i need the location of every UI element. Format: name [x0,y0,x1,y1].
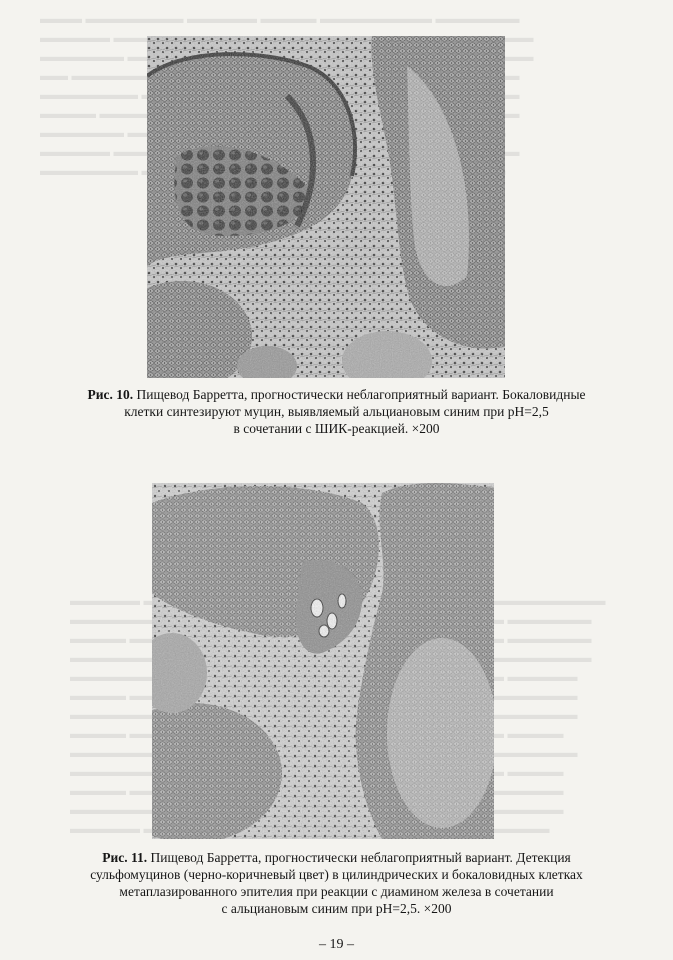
caption-line: Пищевод Барретта, прогностически неблагоприятный вариант. Бокаловидные [136,387,586,402]
caption-line: с альциановым синим при рН=2,5. ×200 [221,901,452,916]
caption-line: в сочетании с ШИК-реакцией. ×200 [233,421,440,436]
caption-line: сульфомуцинов (черно-коричневый цвет) в цилиндрических и бокаловидных клетках [90,867,583,882]
micrograph-image [152,483,494,839]
figure-10-micrograph [147,36,505,378]
figure-10-caption [30,386,643,437]
caption-line: метаплазированного эпителия при реакции с диамином железа в сочетании [119,884,554,899]
figure-11-caption [30,849,643,917]
micrograph-image [147,36,505,378]
show-through-text: ▬▬▬ ▬▬▬▬▬▬▬ ▬▬▬▬▬ ▬▬▬▬ ▬▬▬▬▬▬▬▬ ▬▬▬▬▬▬ ▬▬▬▬▬ ▬▬▬▬▬▬ ▬▬ ▬▬▬▬▬▬▬ ▬▬▬▬▬▬▬ ▬▬▬▬ ▬▬▬▬▬▬ ▬▬▬▬▬ ▬▬▬▬▬▬▬ [40,12,520,179]
figure-10-label: Рис. 10. [87,387,134,402]
caption-line: Пищевод Барретта, прогностически неблагоприятный вариант. Детекция [150,850,571,865]
figure-11-label: Рис. 11. [102,850,148,865]
page-number: – 19 – [319,937,354,952]
caption-line: клетки синтезируют муцин, выявляемый альциановым синим при рН=2,5 [124,404,549,419]
show-through-text: ▬▬▬▬▬ ▬▬▬▬▬▬▬▬ ▬▬▬▬▬▬▬▬ ▬▬▬▬▬▬ ▬▬▬▬ ▬▬▬▬▬▬ ▬▬▬▬▬▬ ▬▬▬▬▬▬▬ ▬▬▬▬▬▬▬▬ ▬▬▬▬▬ ▬▬▬▬ ▬▬▬▬▬▬▬▬ ▬▬▬▬▬▬▬ ▬▬▬▬▬▬ ▬▬▬▬ ▬▬▬▬ ▬▬▬▬▬▬ ▬▬▬▬▬▬ ▬▬▬▬▬▬▬▬ ▬▬▬▬ ▬▬▬▬ ▬▬▬▬▬▬ ▬▬▬▬▬▬▬ ▬▬▬▬▬ ▬▬▬▬▬ ▬▬▬▬ [70,594,606,837]
figure-11-micrograph [152,483,494,839]
